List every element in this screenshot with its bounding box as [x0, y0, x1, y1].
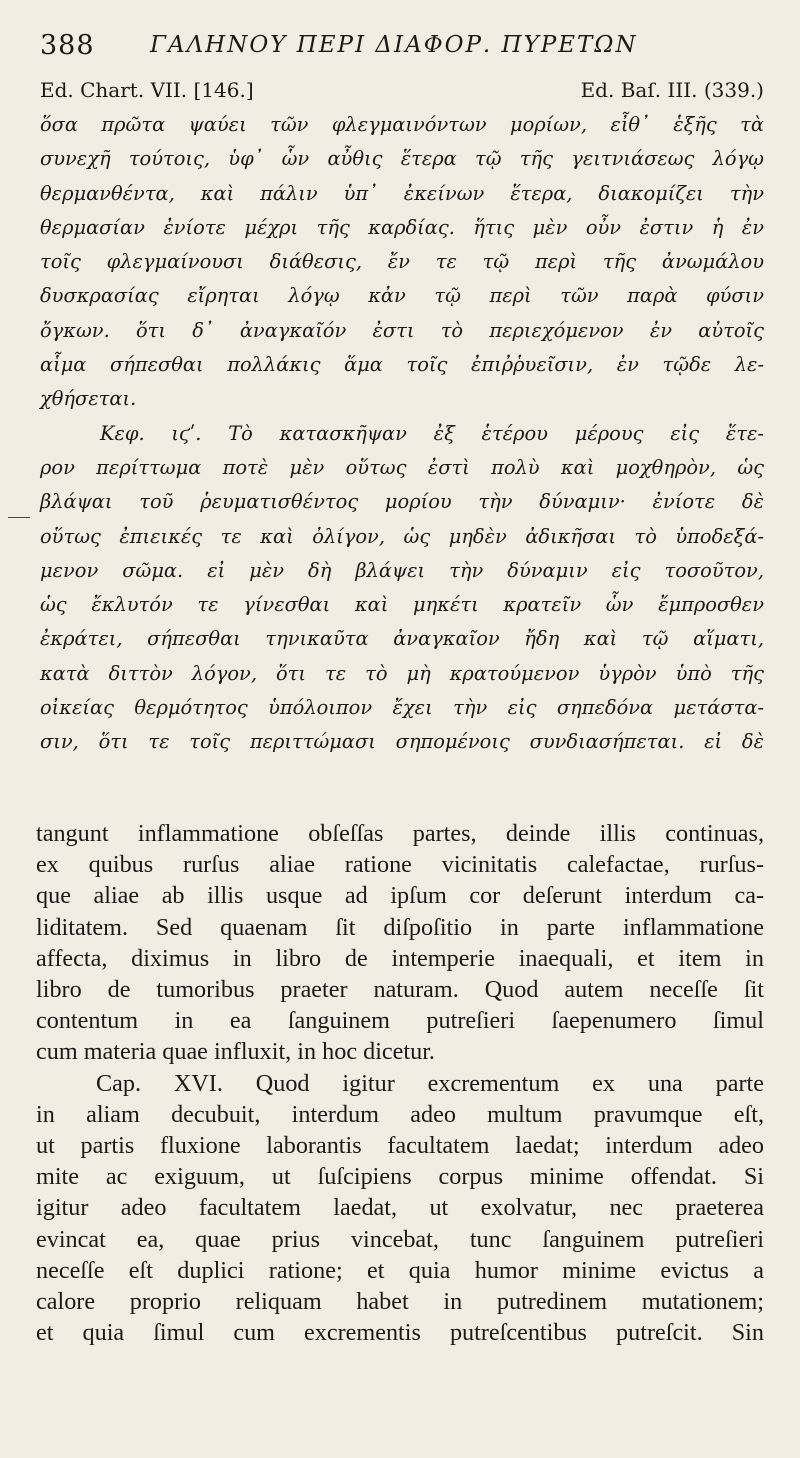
latin-line: libro de tumoribus praeter naturam. Quod autem neceſſe ſit	[36, 976, 764, 1004]
latin-line: affecta, diximus in libro de intemperie inaequali, et item in	[36, 944, 764, 972]
latin-text-block	[36, 818, 764, 1348]
latin-line: in aliam decubuit, interdum adeo multum pravumque eſt,	[36, 1100, 764, 1128]
latin-line: evincat ea, quae prius vincebat, tunc ſanguinem putreſieri	[36, 1225, 764, 1253]
greek-chapter-heading-line: Κεφ. ιϛʹ. Τὸ κατασκῆψαν ἐξ ἑτέρου μέρους εἰς ἕτε-	[100, 421, 764, 445]
greek-line: οὕτως ἐπιεικές τε καὶ ὀλίγον, ὡς μηδὲν ἀδικῆσαι τὸ ὑποδεξά-	[40, 524, 764, 548]
greek-line: κατὰ διττὸν λόγον, ὅτι τε τὸ μὴ κρατούμενον ὑγρὸν ὑπὸ τῆς	[40, 661, 764, 685]
greek-line: τοῖς φλεγμαίνουσι διάθεσις, ἔν τε τῷ περὶ τῆς ἀνωμάλου	[40, 250, 764, 274]
latin-line: et quia ſimul cum excrementis putreſcentibus putreſcit. Sin	[36, 1319, 764, 1347]
latin-line: liditatem. Sed quaenam ſit diſpoſitio in parte inflammatione	[36, 913, 764, 941]
greek-line: θερμασίαν ἐνίοτε μέχρι τῆς καρδίας. ἥτις μὲν οὖν ἐστιν ἡ ἐν	[40, 215, 764, 239]
running-head	[40, 30, 760, 64]
greek-line: ὡς ἔκλυτόν τε γίνεσθαι καὶ μηκέτι κρατεῖν ὧν ἔμπροσθεν	[40, 593, 764, 617]
greek-line: ὄγκων. ὅτι δ᾽ ἀναγκαῖόν ἐστι τὸ περιεχόμενον ἐν αὐτοῖς	[40, 318, 764, 342]
latin-line: ut partis fluxione laborantis facultatem laedat; interdum adeo	[36, 1132, 764, 1160]
latin-line: igitur adeo facultatem laedat, ut exolvatur, nec praeterea	[36, 1194, 764, 1222]
greek-line: οἰκείας θερμότητος ὑπόλοιπον ἔχει τὴν εἰς σηπεδόνα μετάστα-	[40, 696, 764, 720]
greek-line: βλάψαι τοῦ ῥευματισθέντος μορίου τὴν δύναμιν· ἐνίοτε δὲ	[40, 490, 764, 514]
greek-line: ἐκράτει, σήπεσθαι τηνικαῦτα ἀναγκαῖον ἤδη καὶ τῷ αἵματι,	[40, 627, 764, 651]
greek-line: θερμανθέντα, καὶ πάλιν ὑπ᾽ ἐκείνων ἕτερα, διακομίζει τὴν	[40, 181, 764, 205]
greek-line: συνεχῆ τούτοις, ὑφ᾽ ὧν αὖθις ἕτερα τῷ τῆς γειτνιάσεως λόγῳ	[40, 147, 764, 171]
latin-line: mite ac exiguum, ut ſuſcipiens corpus minime offendat. Si	[36, 1163, 764, 1191]
chartier-edition-reference: Ed. Chart. VII. [146.]	[40, 78, 254, 102]
edition-references	[40, 78, 764, 108]
margin-mark	[8, 517, 30, 518]
latin-chapter-heading-line: Cap. XVI. Quod igitur excrementum ex una parte	[96, 1069, 764, 1097]
latin-line: cum materia quae influxit, in hoc dicetur.	[36, 1038, 435, 1066]
greek-line: μενον σῶμα. εἰ μὲν δὴ βλάψει τὴν δύναμιν εἰς τοσοῦτον,	[40, 558, 764, 582]
latin-line: neceſſe eſt duplici ratione; et quia humor minime evictus a	[36, 1256, 764, 1284]
latin-line: ex quibus rurſus aliae ratione vicinitatis calefactae, rurſus-	[36, 851, 764, 879]
greek-line: χθήσεται.	[40, 387, 137, 411]
latin-line: tangunt inflammatione obſeſſas partes, deinde illis continuas,	[36, 820, 764, 847]
latin-line: contentum in ea ſanguinem putreſieri ſaepenumero ſimul	[36, 1007, 764, 1035]
greek-text-block	[40, 108, 764, 760]
latin-line: que aliae ab illis usque ad ipſum cor deſerunt interdum ca-	[36, 882, 764, 910]
greek-line: ὅσα πρῶτα ψαύει τῶν φλεγμαινόντων μορίων, εἶθ᾽ ἑξῆς τὰ	[40, 113, 764, 136]
latin-line: calore proprio reliquam habet in putredinem mutationem;	[36, 1288, 764, 1316]
greek-line: σιν, ὅτι τε τοῖς περιττώμασι σηπομένοις συνδιασήπεται. εἰ δὲ	[40, 730, 764, 754]
greek-line: αἷμα σήπεσθαι πολλάκις ἅμα τοῖς ἐπιῤῥυεῖσιν, ἐν τῷδε λε-	[40, 353, 764, 377]
greek-line: δυσκρασίας εἴρηται λόγῳ κἀν τῷ περὶ τῶν παρὰ φύσιν	[40, 284, 764, 308]
greek-line: ρον περίττωμα ποτὲ μὲν οὕτως ἐστὶ πολὺ καὶ μοχθηρὸν, ὡς	[40, 455, 764, 479]
page-number: 388	[40, 30, 95, 61]
basel-edition-reference: Ed. Baſ. III. (339.)	[580, 78, 764, 102]
running-title: ΓΑΛΗΝΟΥ ΠΕΡΙ ΔΙΑΦΟΡ. ΠΥΡΕΤΩΝ	[150, 32, 638, 58]
